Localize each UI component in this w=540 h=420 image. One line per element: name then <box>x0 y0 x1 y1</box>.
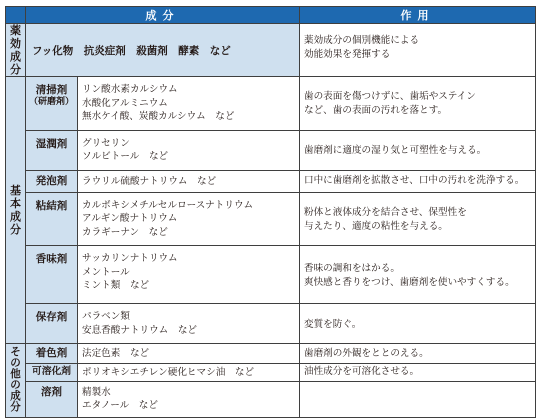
category-other: そ の 他 の 成 分 <box>6 344 26 418</box>
effect-foaming: 口中に歯磨剤を拡散させ、口中の汚れを洗浄する。 <box>300 170 536 192</box>
effect-cleaning: 歯の表面を傷つけずに、歯垢やステイン など、歯の表面の汚れを落とす。 <box>300 77 536 131</box>
effect-preservative: 変質を防ぐ。 <box>300 304 536 344</box>
label-binder: 粘結剤 <box>26 192 78 246</box>
items-colorant: 法定色素 など <box>78 344 300 364</box>
row-colorant <box>6 344 536 364</box>
effect-solubilizer: 油性成分を可溶化させる。 <box>300 363 536 381</box>
label-preservative: 保存剤 <box>26 304 78 344</box>
active-effect: 薬効成分の個別機能による 効能効果を発揮する <box>300 24 536 77</box>
header-effect: 作用 <box>300 7 536 24</box>
row-solubilizer <box>6 363 536 381</box>
category-basic: 基 本 成 分 <box>6 77 26 344</box>
ingredients-table-wrapper <box>5 6 535 418</box>
row-cleaning <box>6 77 536 131</box>
label-humectant: 湿潤剤 <box>26 130 78 170</box>
header-component: 成分 <box>26 7 300 24</box>
ingredients-table <box>5 6 536 418</box>
row-binder <box>6 192 536 246</box>
items-solubilizer: ポリオキシエチレン硬化ヒマシ油 など <box>78 363 300 381</box>
effect-colorant: 歯磨剤の外観をととのえる。 <box>300 344 536 364</box>
row-flavor <box>6 246 536 304</box>
label-foaming: 発泡剤 <box>26 170 78 192</box>
items-foaming: ラウリル硫酸ナトリウム など <box>78 170 300 192</box>
active-items: フッ化物 抗炎症剤 殺菌剤 酵素 など <box>26 24 300 77</box>
items-humectant: グリセリン ソルビトール など <box>78 130 300 170</box>
label-flavor: 香味剤 <box>26 246 78 304</box>
header-corner <box>6 7 26 24</box>
items-flavor: サッカリンナトリウム メントール ミント類 など <box>78 246 300 304</box>
header-row <box>6 7 536 24</box>
category-active: 薬 効 成 分 <box>6 24 26 77</box>
active-row <box>6 24 536 77</box>
items-cleaning: リン酸水素カルシウム 水酸化アルミニウム 無水ケイ酸、炭酸カルシウム など <box>78 77 300 131</box>
label-cleaning: 清掃剤 （研磨剤） <box>26 77 78 131</box>
items-preservative: パラベン類 安息香酸ナトリウム など <box>78 304 300 344</box>
effect-binder: 粉体と液体成分を結合させ、保型性を 与えたり、適度の粘性を与える。 <box>300 192 536 246</box>
row-preservative <box>6 304 536 344</box>
row-solvent <box>6 381 536 417</box>
items-solvent: 精製水 エタノール など <box>78 381 300 417</box>
effect-humectant: 歯磨剤に適度の湿り気と可塑性を与える。 <box>300 130 536 170</box>
effect-solvent <box>300 381 536 417</box>
row-humectant <box>6 130 536 170</box>
label-solubilizer: 可溶化剤 <box>26 363 78 381</box>
effect-flavor: 香味の調和をはかる。 爽快感と香りをつけ、歯磨剤を使いやすくする。 <box>300 246 536 304</box>
label-colorant: 着色剤 <box>26 344 78 364</box>
items-binder: カルボキシメチルセルロースナトリウム アルギン酸ナトリウム カラギーナン など <box>78 192 300 246</box>
label-solvent: 溶剤 <box>26 381 78 417</box>
row-foaming <box>6 170 536 192</box>
